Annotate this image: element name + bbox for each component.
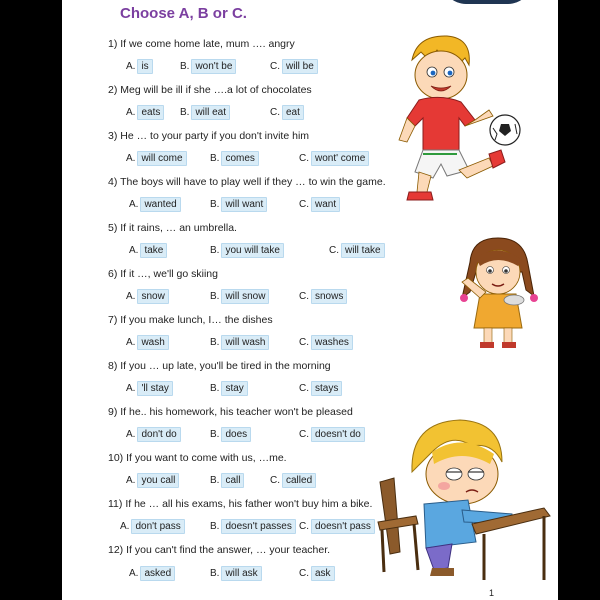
option-a[interactable]: A. snow	[126, 289, 169, 304]
option-a[interactable]: A. don't do	[126, 427, 181, 442]
option-b[interactable]: B. will want	[210, 197, 267, 212]
question-text: 9) If he.. his homework, his teacher won't be pleased	[108, 406, 353, 418]
option-a[interactable]: A. wash	[126, 335, 169, 350]
option-b[interactable]: B. does	[210, 427, 251, 442]
option-c[interactable]: C. eat	[270, 105, 304, 120]
option-b[interactable]: B. won't be	[180, 59, 236, 74]
option-a[interactable]: A. don't pass	[120, 519, 185, 534]
option-b[interactable]: B. will wash	[210, 335, 269, 350]
question-text: 8) If you … up late, you'll be tired in the morning	[108, 360, 331, 372]
question-text: 7) If you make lunch, I… the dishes	[108, 314, 273, 326]
option-b[interactable]: B. will eat	[180, 105, 230, 120]
option-c[interactable]: C. ask	[299, 566, 335, 581]
question-text: 12) If you can't find the answer, … your teacher.	[108, 544, 331, 556]
sad-student-illustration	[372, 412, 552, 580]
option-c[interactable]: C. want	[299, 197, 340, 212]
option-a[interactable]: A. asked	[129, 566, 175, 581]
worksheet-page	[62, 0, 558, 600]
option-c[interactable]: C. will be	[270, 59, 318, 74]
option-a[interactable]: A. eats	[126, 105, 164, 120]
girl-eating-illustration	[452, 232, 547, 352]
worksheet-title: Choose A, B or C.	[120, 5, 247, 22]
option-b[interactable]: B. doesn't passes	[210, 519, 296, 534]
option-b[interactable]: B. will ask	[210, 566, 262, 581]
option-c[interactable]: C. washes	[299, 335, 353, 350]
question-text: 11) If he … all his exams, his father won't buy him a bike.	[108, 498, 373, 510]
option-b[interactable]: B. you will take	[210, 243, 284, 258]
option-c[interactable]: C. will take	[329, 243, 385, 258]
option-b[interactable]: B. call	[210, 473, 244, 488]
boy-soccer-illustration	[397, 30, 527, 210]
option-c[interactable]: C. called	[270, 473, 316, 488]
option-a[interactable]: A. 'll stay	[126, 381, 173, 396]
page-number: 1	[489, 588, 495, 598]
option-c[interactable]: C. stays	[299, 381, 342, 396]
option-b[interactable]: B. will snow	[210, 289, 269, 304]
question-text: 2) Meg will be ill if she ….a lot of chocolates	[108, 84, 312, 96]
question-text: 3) He … to your party if you don't invite him	[108, 130, 310, 142]
question-text: 1) If we come home late, mum …. angry	[108, 38, 295, 50]
option-c[interactable]: C. snows	[299, 289, 347, 304]
option-a[interactable]: A. will come	[126, 151, 187, 166]
option-a[interactable]: A. you call	[126, 473, 179, 488]
option-b[interactable]: B. comes	[210, 151, 259, 166]
option-a[interactable]: A. wanted	[129, 197, 181, 212]
option-c[interactable]: C. doesn't pass	[299, 519, 375, 534]
option-c[interactable]: C. doesn't do	[299, 427, 365, 442]
option-b[interactable]: B. stay	[210, 381, 248, 396]
corner-decoration	[442, 0, 532, 4]
option-c[interactable]: C. wont' come	[299, 151, 369, 166]
question-text: 10) If you want to come with us, …me.	[108, 452, 287, 464]
question-text: 4) The boys will have to play well if they … to win the game.	[108, 176, 386, 188]
option-a[interactable]: A. take	[129, 243, 167, 258]
question-text: 5) If it rains, … an umbrella.	[108, 222, 237, 234]
option-a[interactable]: A. is	[126, 59, 153, 74]
question-text: 6) If it …, we'll go skiing	[108, 268, 218, 280]
